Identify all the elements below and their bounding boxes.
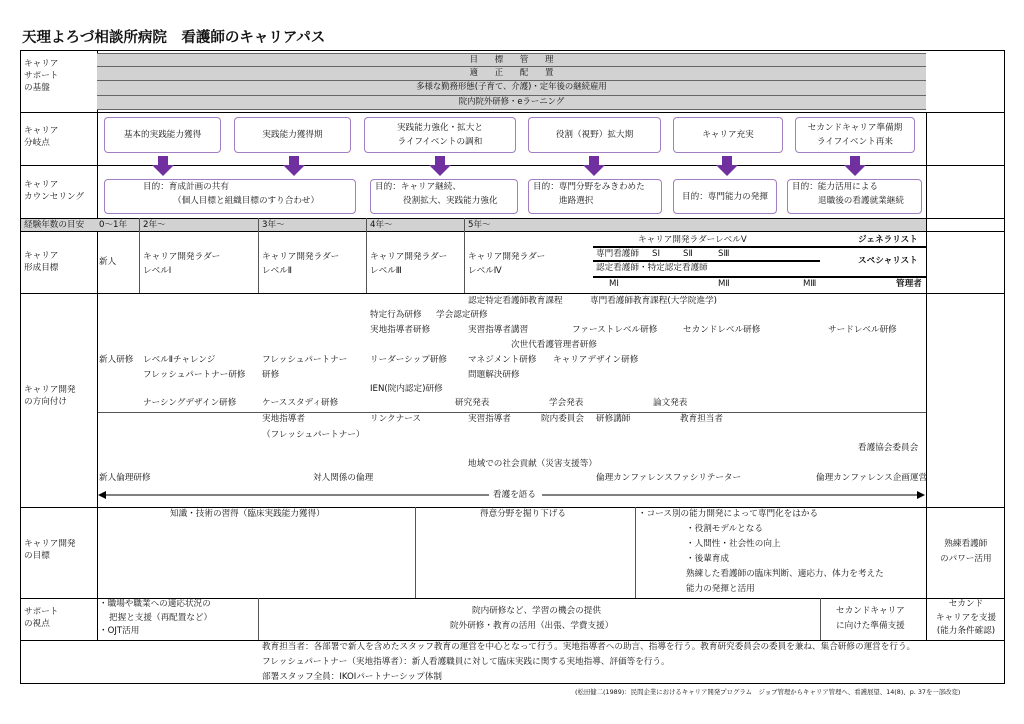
formation-ladder-2: キャリア開発ラダー レベルⅡ: [262, 252, 340, 276]
branch-box: キャリア充実: [673, 117, 783, 153]
formation-generalist: ジェネラリスト: [858, 235, 918, 245]
direction-item: 実習指導者講習: [468, 325, 529, 335]
direction-item: 倫理カンファレンス企画運営: [816, 473, 928, 483]
row-label-support-base: キャリア サポート の基盤: [24, 59, 59, 93]
direction-item: 学会発表: [549, 398, 584, 408]
direction-item: ナーシングデザイン研修: [143, 398, 237, 408]
direction-item: 教育担当者: [680, 414, 723, 424]
direction-item: 論文発表: [653, 398, 688, 408]
direction-item: サードレベル研修: [828, 325, 897, 335]
year-label: 3年〜: [262, 220, 285, 230]
direction-item: セカンドレベル研修: [683, 325, 761, 335]
base-band-placement: 適 正 配 置: [97, 66, 926, 80]
direction-item: キャリアデザイン研修: [553, 355, 639, 365]
formation-m-level: MⅢ: [803, 279, 817, 289]
direction-item: 実地指導者研修: [370, 325, 431, 335]
branch-box: 基本的実践能力獲得: [104, 117, 221, 153]
formation-level5: キャリア開発ラダーレベルⅤ: [638, 235, 747, 245]
goal-role-model: ・役割モデルとなる: [686, 524, 763, 534]
formation-s-level: SⅡ: [683, 249, 693, 259]
direction-item: 問題解決研修: [468, 370, 520, 380]
counseling-box: 目的：キャリア継続、 役割拡大、実践能力強化: [370, 179, 518, 214]
page-title: 天理よろづ相談所病院 看護師のキャリアパス: [22, 30, 326, 46]
formation-specialist: スペシャリスト: [858, 256, 918, 266]
year-label: 0〜1年: [99, 220, 128, 230]
direction-item: 研究発表: [455, 398, 490, 408]
formation-newcomer: 新人: [99, 257, 117, 267]
branch-box: 実践能力獲得期: [234, 117, 351, 153]
row-label-goals: キャリア開発 の目標: [24, 539, 76, 561]
goal-course: ・コース別の能力開発によって専門化をはかる: [638, 509, 819, 519]
direction-item: 専門看護師教育課程(大学院進学): [590, 296, 718, 306]
direction-item: 院内委員会: [541, 414, 584, 424]
direction-item: フレッシュパートナー: [262, 355, 348, 365]
goal-use: 能力の発揮と活用: [686, 584, 755, 594]
base-band-training: 院内院外研修・eラーニング: [97, 95, 926, 110]
row-label-formation: キャリア 形成目標: [24, 251, 59, 273]
direction-item: IEN(院内認定)研修: [370, 384, 443, 394]
direction-item: フレッシュパートナー研修: [143, 370, 246, 380]
counseling-box: 目的：育成計画の共有 （個人目標と組織目標のすり合わせ）: [104, 179, 356, 214]
formation-specialist-nurse: 専門看護師: [596, 249, 639, 259]
direction-item: 実習指導者: [468, 414, 511, 424]
note-all-staff: 部署スタッフ全員：IKOIパートナーシップ体制: [262, 672, 442, 682]
direction-item: 看護協会委員会: [858, 443, 919, 453]
direction-item: 倫理カンファレンスファシリテーター: [596, 473, 742, 483]
goal-skilled: 熟練した看護師の臨床判断、適応力、体力を考えた: [686, 569, 884, 579]
direction-item: 認定特定看護師教育課程: [468, 296, 563, 306]
goal-specialize: 得意分野を掘り下げる: [480, 509, 566, 519]
viewpoint-learning: 院内研修など、学習の機会の提供 院外研修・教育の活用（出張、学費支援）: [450, 606, 614, 631]
direction-item: 対人関係の倫理: [313, 473, 374, 483]
formation-ladder-4: キャリア開発ラダー レベルⅣ: [468, 252, 546, 276]
note-education-staff: 教育担当者：各部署で新人を含めたスタッフ教育の運営を中心となって行う。実地指導者への助言、指導を行う。教育研究委員会の委員を兼ね、集合研修の運営を行う。: [262, 642, 916, 652]
viewpoint-adaptation: ・職場や職業への適応状況の 把握と支援（再配置など） ・OJT活用: [99, 599, 213, 636]
direction-item: マネジメント研修: [468, 355, 537, 365]
counseling-box: 目的：能力活用による 退職後の看護就業継続: [787, 179, 922, 214]
branch-box: 実践能力強化・拡大と ライフイベントの調和: [364, 117, 516, 153]
goal-veteran-power: 熟練看護師 のパワー活用: [940, 539, 992, 564]
direction-item: 実地指導者: [262, 414, 305, 424]
talk-nursing-label: 看護を語る: [493, 490, 536, 500]
goal-knowledge: 知識・技術の習得（臨床実践能力獲得）: [170, 509, 325, 519]
formation-s-level: SⅢ: [718, 249, 730, 259]
direction-item: （フレッシュパートナー）: [262, 430, 365, 440]
branch-box: セカンドキャリア準備期 ライフイベント再来: [795, 117, 915, 153]
row-label-direction: キャリア開発 の方向付け: [24, 385, 76, 407]
row-label-counseling: キャリア カウンセリング: [24, 180, 84, 202]
direction-item: リンクナース: [370, 414, 421, 424]
direction-item: 特定行為研修: [370, 310, 422, 320]
year-label: 2年〜: [143, 220, 166, 230]
viewpoint-second-career-support: セカンド キャリアを支援 (能力条件確認): [935, 599, 997, 636]
direction-item: 研修: [262, 370, 280, 380]
direction-item: リーダーシップ研修: [370, 355, 448, 365]
formation-m-level: MⅡ: [718, 279, 730, 289]
direction-item: ファーストレベル研修: [572, 325, 658, 335]
row-label-viewpoint: サポート の視点: [24, 607, 59, 629]
branch-box: 役割（視野）拡大期: [528, 117, 661, 153]
direction-item: ケーススタディ研修: [262, 398, 339, 408]
note-fresh-partner: フレッシュパートナー（実地指導者）：新人看護職員に対して臨床実践に関する実地指導、評価等を行う。: [262, 657, 670, 667]
year-label: 4年〜: [370, 220, 393, 230]
row-label-branch: キャリア 分岐点: [24, 126, 59, 148]
viewpoint-second-career-prep: セカンドキャリア に向けた準備支援: [836, 606, 905, 631]
direction-item: 新人研修: [99, 355, 134, 365]
direction-item: レベルⅡチャレンジ: [143, 355, 216, 365]
formation-certified: 認定看護師・特定認定看護師: [596, 263, 708, 273]
formation-ladder-1: キャリア開発ラダー レベルⅠ: [143, 252, 221, 276]
citation: (松田健二(1989)：民間企業におけるキャリア開発プログラム ジョブ管理からキャリア管理へ、看護展望、14(8)、p. 37を一部改変): [575, 688, 961, 696]
direction-item: 地域での社会貢献（災害支援等）: [468, 459, 597, 469]
goal-humanity: ・人間性・社会性の向上: [686, 539, 781, 549]
direction-item: 新人倫理研修: [99, 473, 151, 483]
base-band-work-styles: 多様な勤務形態(子育て、介護)・定年後の継続雇用: [97, 80, 926, 95]
direction-item: 学会認定研修: [436, 310, 488, 320]
counseling-box: 目的：専門能力の発揮: [673, 179, 777, 214]
goal-juniors: ・後輩育成: [686, 554, 729, 564]
formation-manager: 管理者: [896, 279, 922, 289]
formation-m-level: MⅠ: [609, 279, 619, 289]
formation-s-level: SⅠ: [652, 249, 660, 259]
year-label: 5年〜: [468, 220, 491, 230]
row-label-years: 経験年数の目安: [24, 220, 85, 230]
base-band-goal-management: 目 標 管 理: [97, 53, 926, 66]
formation-ladder-3: キャリア開発ラダー レベルⅢ: [370, 252, 448, 276]
direction-item: 次世代看護管理者研修: [511, 340, 597, 350]
counseling-box: 目的：専門分野をみきわめた 進路選択: [528, 179, 662, 214]
direction-item: 研修講師: [596, 414, 631, 424]
